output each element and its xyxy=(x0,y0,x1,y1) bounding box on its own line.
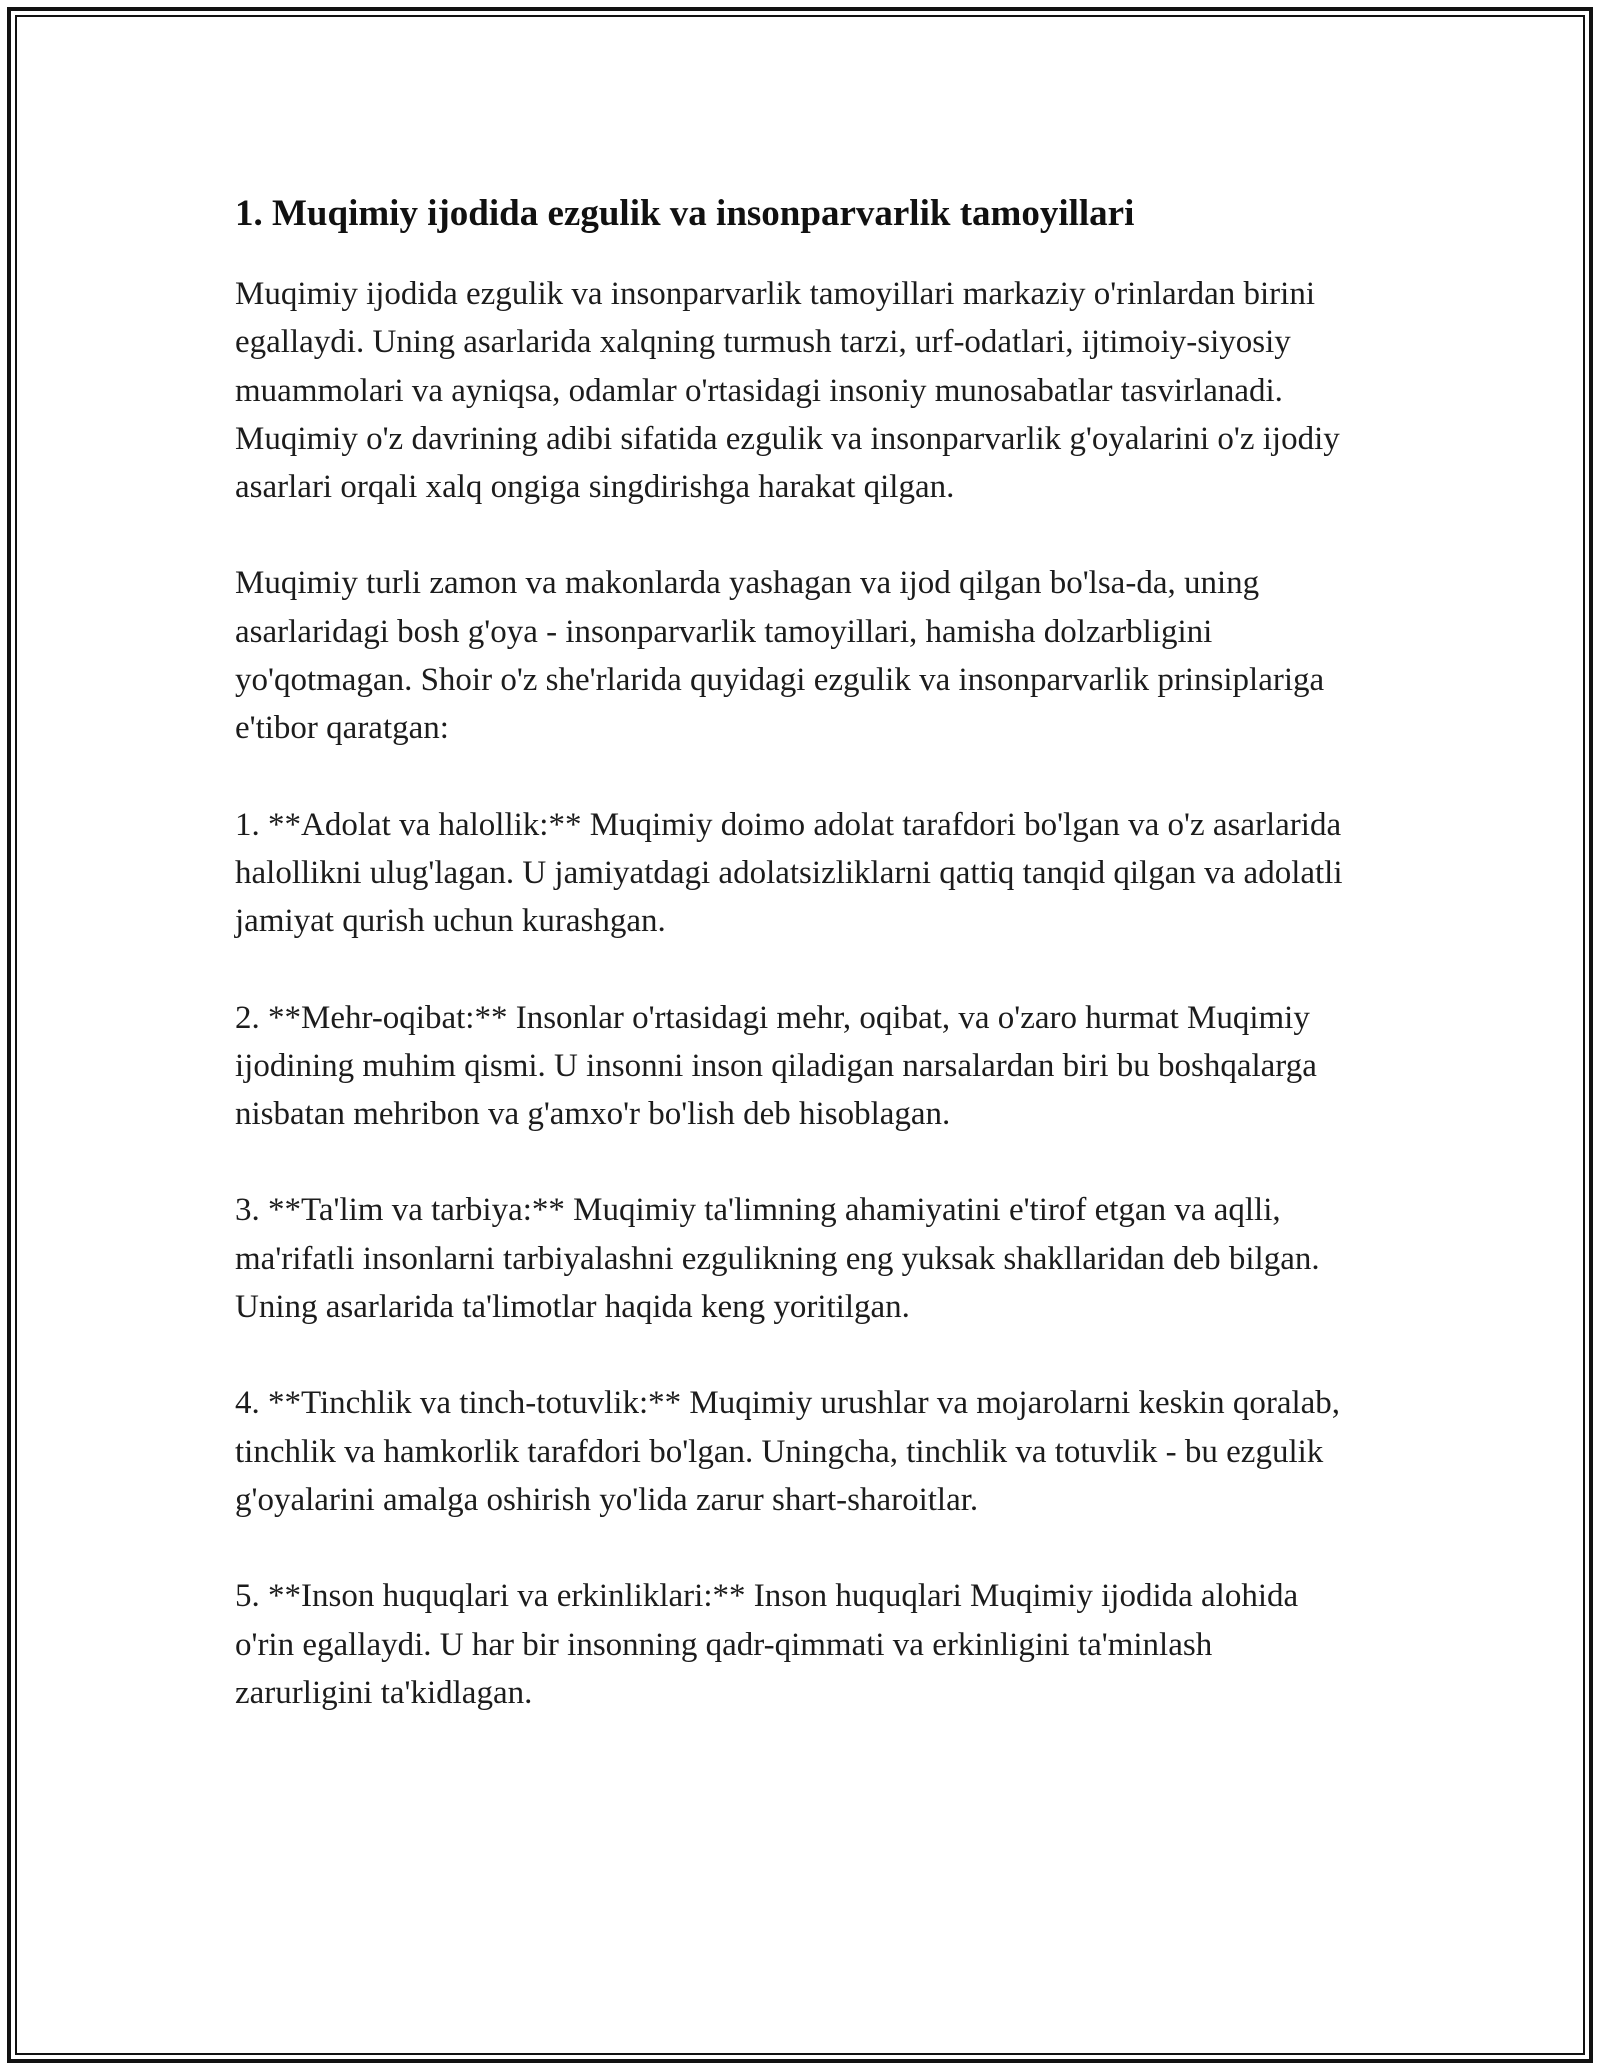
principle-item-justice: 1. **Adolat va halollik:** Muqimiy doimo adolat tarafdori bo'lgan va o'z asarlarida halollikni ulug'lagan. U jamiyatdagi adolatsizliklarni qattiq tanqid qilgan va adolatli jamiyat qurish uchun kurashgan. xyxy=(235,806,1343,940)
intro-paragraph: Muqimiy ijodida ezgulik va insonparvarlik tamoyillari markaziy o'rinlardan birini egallaydi. Uning asarlarida xalqning turmush tarzi, urf-odatlari, ijtimoiy-siyosiy muammolari va ayniqsa, odamlar o'rtasidagi insoniy munosabatlar tasvirlanadi. Muqimiy o'z davrining adibi sifatida ezgulik va insonparvarlik g'oyalarini o'z ijodiy asarlari orqali xalq ongiga singdirishga harakat qilgan. xyxy=(235,276,1340,506)
principle-item-peace: 4. **Tinchlik va tinch-totuvlik:** Muqimiy urushlar va mojarolarni keskin qoralab, tinchlik va hamkorlik tarafdori bo'lgan. Uningcha, tinchlik va totuvlik - bu ezgulik g'oyalarini amalga oshirish yo'lida zarur shart-sharoitlar. xyxy=(235,1385,1341,1518)
principles-intro-paragraph: Muqimiy turli zamon va makonlarda yashagan va ijod qilgan bo'lsa-da, uning asarlaridagi bosh g'oya - insonparvarlik tamoyillari, hamisha dolzarbligini yo'qotmagan. Shoir o'z she'rlarida quyidagi ezgulik va insonparvarlik prinsiplariga e'tibor qaratgan: xyxy=(235,565,1325,747)
principle-item-kindness: 2. **Mehr-oqibat:** Insonlar o'rtasidagi mehr, oqibat, va o'zaro hurmat Muqimiy ijodining muhim qismi. U insonni inson qiladigan narsalardan biri bu boshqalarga nisbatan mehribon va g'amxo'r bo'lish deb hisoblagan. xyxy=(235,999,1317,1133)
document-body xyxy=(235,186,1355,1765)
principle-item-human-rights: 5. **Inson huquqlari va erkinliklari:** Inson huquqlari Muqimiy ijodida alohida o'rin egallaydi. U har bir insonning qadr-qimmati va erkinligini ta'minlash zarurligini ta'kidlagan. xyxy=(235,1578,1299,1711)
section-heading: 1. Muqimiy ijodida ezgulik va insonparvarlik tamoyillari xyxy=(235,193,1135,234)
principle-item-education: 3. **Ta'lim va tarbiya:** Muqimiy ta'limning ahamiyatini e'tirof etgan va aqlli, ma'rifatli insonlarni tarbiyalashni ezgulikning eng yuksak shakllaridan deb bilgan. Uning asarlarida ta'limotlar haqida keng yoritilgan. xyxy=(235,1192,1320,1326)
